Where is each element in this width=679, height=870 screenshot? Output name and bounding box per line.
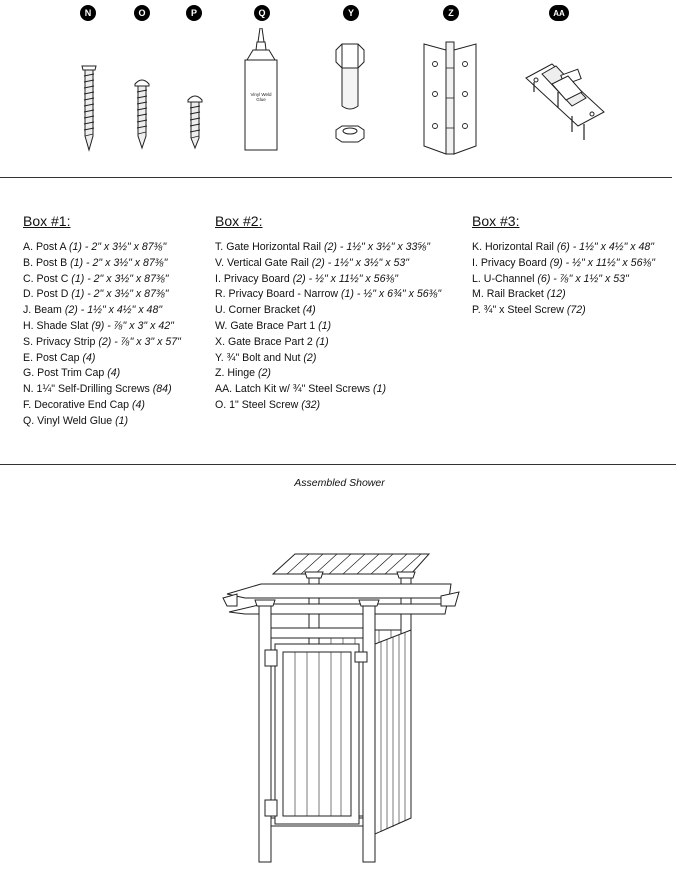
box3-item: I. Privacy Board (9) - ½" x 11½" x 56⅜" (472, 256, 656, 269)
box2-item: U. Corner Bracket (4) (215, 304, 316, 317)
self-drilling-screw-long-icon (78, 28, 100, 156)
hinge-icon (418, 28, 482, 156)
badge-z: Z (443, 5, 459, 21)
assembled-shower-illustration (215, 548, 465, 864)
box2-item: X. Gate Brace Part 2 (1) (215, 335, 329, 348)
box1-item: Q. Vinyl Weld Glue (1) (23, 414, 129, 427)
box1-item: C. Post C (1) - 2" x 3½" x 87⅜" (23, 272, 169, 285)
part-badges (0, 0, 679, 30)
badge-n: N (80, 5, 96, 21)
badge-o: O (134, 5, 150, 21)
badge-aa: AA (549, 5, 569, 21)
box1-title: Box #1: (23, 213, 71, 229)
vinyl-weld-glue-bottle (237, 28, 285, 156)
box1-item: A. Post A (1) - 2" x 3½" x 87⅜" (23, 241, 167, 253)
box3-item: P. ¾" x Steel Screw (72) (472, 304, 586, 317)
box3-list (472, 240, 655, 319)
assembled-shower-caption: Assembled Shower (294, 477, 385, 489)
steel-screw-short-icon (185, 28, 205, 156)
badge-q: Q (254, 5, 270, 21)
box1-item: B. Post B (1) - 2" x 3½" x 87⅜" (23, 256, 168, 269)
box1-item: E. Post Cap (4) (23, 351, 96, 364)
box1-item: N. 1¼" Self-Drilling Screws (84) (23, 383, 172, 396)
latch-kit-icon (522, 28, 606, 156)
box2-item: V. Vertical Gate Rail (2) - 1½" x 3½" x 53" (215, 256, 410, 269)
badge-p: P (186, 5, 202, 21)
box1-item: G. Post Trim Cap (4) (23, 367, 121, 380)
box1-item: F. Decorative End Cap (4) (23, 398, 145, 411)
box2-item: R. Privacy Board - Narrow (1) - ½" x 6¾" x 56⅜" (215, 288, 442, 301)
box1-list (23, 240, 181, 430)
box1-item: J. Beam (2) - 1½" x 4½" x 48" (23, 304, 163, 317)
box3-title: Box #3: (472, 213, 520, 229)
box2-item: I. Privacy Board (2) - ½" x 11½" x 56⅜" (215, 272, 399, 285)
box1-item: H. Shade Slat (9) - ⅞" x 3" x 42" (23, 319, 174, 332)
box1-item: D. Post D (1) - 2" x 3½" x 87⅜" (23, 288, 169, 301)
divider-top (0, 177, 672, 178)
box3-item: L. U-Channel (6) - ⅞" x 1½" x 53" (472, 272, 629, 285)
box2-item: W. Gate Brace Part 1 (1) (215, 319, 332, 332)
glue-bottle-label: Vinyl Weld Glue (250, 92, 272, 102)
divider-bottom (0, 464, 676, 465)
box3-item: M. Rail Bracket (12) (472, 288, 566, 301)
box2-item: AA. Latch Kit w/ ¾" Steel Screws (1) (215, 383, 386, 396)
box2-item: Z. Hinge (2) (215, 367, 271, 380)
box1-item: S. Privacy Strip (2) - ⅞" x 3" x 57" (23, 335, 181, 348)
box2-title: Box #2: (215, 213, 263, 229)
box2-item: T. Gate Horizontal Rail (2) - 1½" x 3½" x 33⅝" (215, 241, 431, 253)
steel-screw-1in-icon (132, 28, 152, 156)
box2-item: O. 1" Steel Screw (32) (215, 398, 321, 411)
box3-item: K. Horizontal Rail (6) - 1½" x 4½" x 48" (472, 241, 655, 253)
bolt-and-nut-icon (328, 28, 372, 156)
badge-y: Y (343, 5, 359, 21)
box2-item: Y. ¾" Bolt and Nut (2) (215, 351, 317, 364)
box2-list (215, 240, 441, 414)
